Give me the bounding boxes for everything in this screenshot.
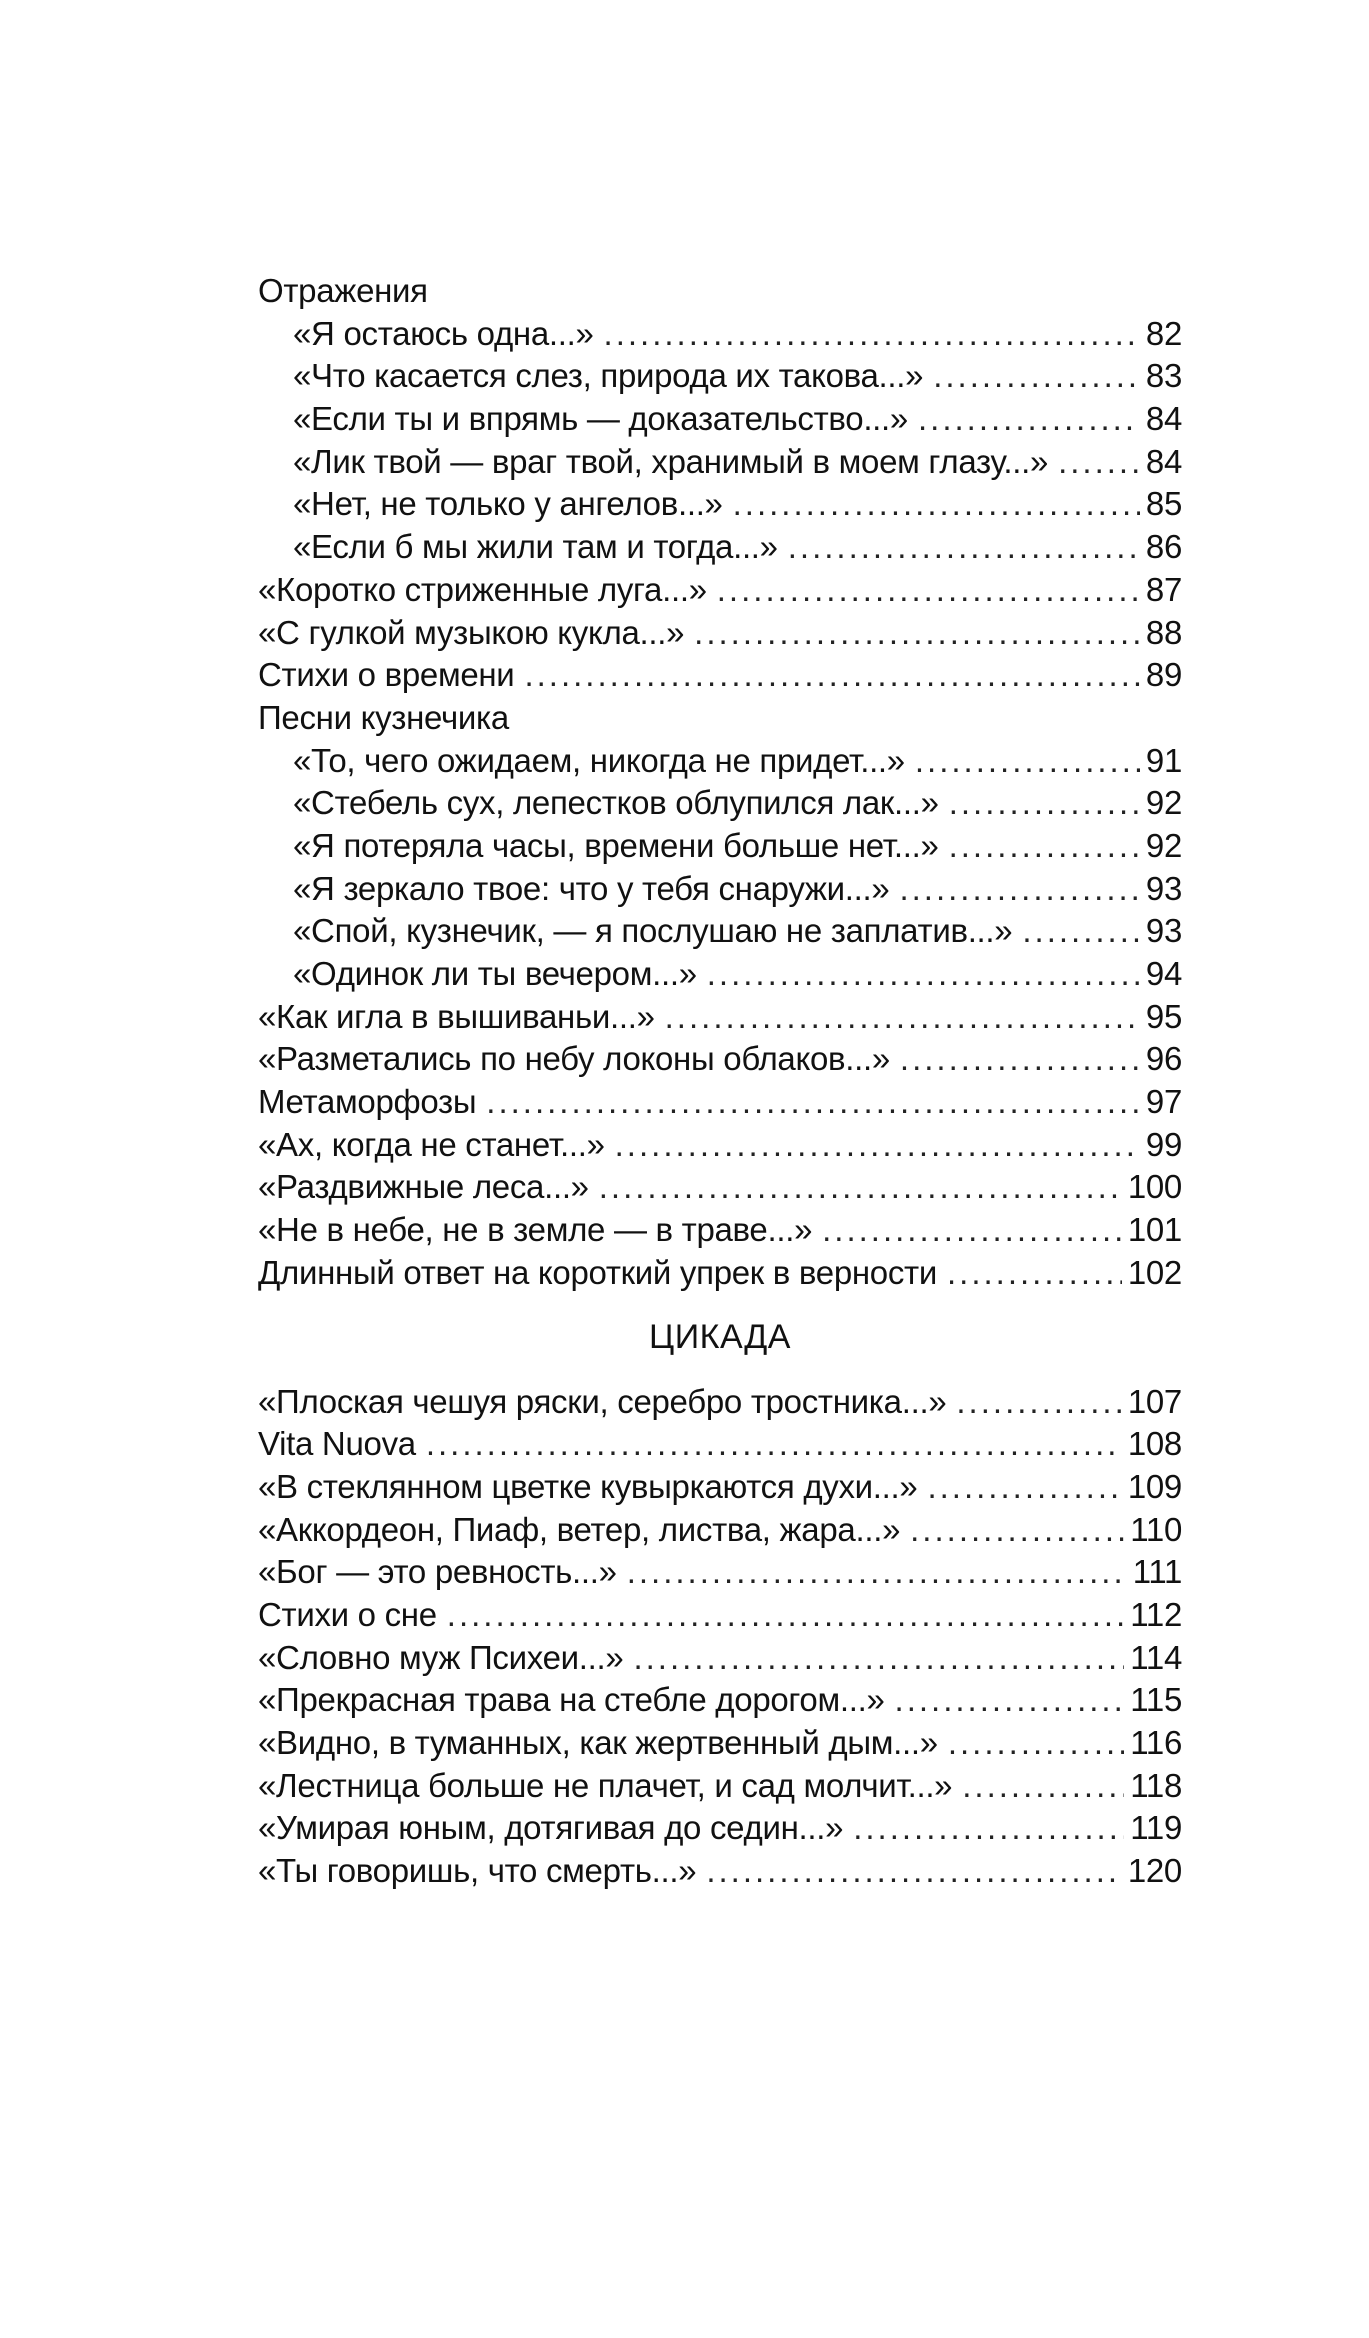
toc-entry-title: Длинный ответ на короткий упрек в верности [258,1253,937,1291]
toc-entry-page: 112 [1130,1595,1182,1633]
dot-leader [486,1081,1140,1124]
toc-entry-title: «Раздвижные леса...» [258,1168,589,1206]
toc-entry [258,569,1182,612]
toc-entry-title: «Видно, в туманных, как жертвенный дым...» [258,1724,938,1761]
dot-leader [949,782,1140,825]
toc-entry-title: «Стебель сух, лепестков облупился лак...» [293,784,939,822]
toc-entry [258,697,1182,740]
toc-entry-title: Vita Nuova [258,1425,416,1463]
toc-entry-title: «Прекрасная трава на стебле дорогом...» [258,1681,885,1719]
toc-entry-page: 100 [1127,1168,1182,1206]
dot-leader [633,1637,1124,1680]
toc-entry-title: «Одинок ли ты вечером...» [293,955,697,992]
toc-entry-page: 102 [1127,1253,1182,1291]
toc-entry-title: «Спой, кузнечик, — я послушаю не заплатив...» [293,912,1013,950]
toc-entry-title: Отражения [258,272,428,309]
dot-leader [933,355,1140,398]
dot-leader [962,1765,1124,1808]
toc-entry [258,1423,1182,1466]
toc-entry-page: 92 [1145,826,1182,864]
dot-leader [426,1423,1122,1466]
toc-entry-page: 96 [1145,1040,1182,1078]
toc-entry-title: «Словно муж Психеи...» [258,1638,624,1676]
toc-entry [258,1166,1182,1209]
toc-entry-page: 89 [1145,656,1182,694]
toc-entry-page: 94 [1145,955,1182,992]
toc-entry [258,1381,1182,1424]
toc-entry [258,953,1182,996]
toc-entry-title: «Что касается слез, природа их такова...» [293,357,924,395]
toc-entry [258,996,1182,1039]
toc-entry-page: 86 [1145,528,1182,566]
toc-entry-page: 116 [1130,1724,1182,1761]
toc-entry [258,910,1182,953]
toc-entry-title: «Умирая юным, дотягивая до седин...» [258,1809,844,1847]
dot-leader [717,569,1140,612]
toc-entry-title: «Бог — это ревность...» [258,1553,617,1591]
toc-entry-title: «Если б мы жили там и тогда...» [293,528,778,566]
toc-entry-page: 111 [1132,1553,1182,1591]
toc-entry [258,868,1182,911]
toc-entry [258,1850,1182,1893]
toc-entry [258,1807,1182,1850]
toc-entry-page: 95 [1145,997,1182,1035]
toc-entry-page: 84 [1145,400,1182,438]
toc-entry-page: 84 [1145,442,1182,480]
dot-leader [927,1466,1121,1509]
toc-entry-page: 119 [1130,1809,1182,1847]
dot-leader [895,1679,1125,1722]
dot-leader [447,1594,1125,1637]
toc-entry [258,1509,1182,1552]
toc-entry-page: 97 [1145,1083,1182,1121]
toc-entry-title: Песни кузнечика [258,698,509,736]
dot-leader [524,654,1139,697]
toc-entry [258,355,1182,398]
dot-leader [947,1252,1122,1295]
toc-entry-title: «Аккордеон, Пиаф, ветер, листва, жара...» [258,1510,901,1548]
toc-entry-page: 93 [1145,912,1182,950]
dot-leader [604,313,1140,356]
toc-entry [258,1209,1182,1252]
toc-entry-title: «С гулкой музыкою кукла...» [258,613,685,651]
toc-page [258,270,1182,1893]
toc-entry-page: 87 [1145,570,1182,608]
toc-entry [258,398,1182,441]
dot-leader [822,1209,1122,1252]
toc-entry-page: 108 [1127,1425,1182,1463]
toc-entry [258,1081,1182,1124]
toc-entry [258,1124,1182,1167]
dot-leader [918,398,1140,441]
toc-entry-title: Стихи о сне [258,1595,437,1633]
toc-entry-page: 115 [1130,1681,1182,1719]
toc-entry [258,782,1182,825]
toc-entry-page: 109 [1127,1467,1182,1505]
dot-leader [899,868,1139,911]
toc-entry-page: 99 [1145,1125,1182,1163]
toc-entry-page: 114 [1130,1638,1182,1676]
toc-entry-title: Метаморфозы [258,1083,477,1121]
toc-entry-page: 101 [1127,1211,1182,1249]
section-heading: ЦИКАДА [649,1317,791,1356]
toc-entry-title: «Лик твой — враг твой, хранимый в моем глазу...» [293,442,1049,480]
toc-entry-title: «Коротко стриженные луга...» [258,570,707,608]
dot-leader [707,953,1140,996]
toc-entry-page: 107 [1127,1382,1182,1420]
dot-leader [1022,910,1140,953]
dot-leader [853,1807,1124,1850]
toc-entry [258,1551,1182,1594]
dot-leader [694,612,1140,655]
dot-leader [627,1551,1127,1594]
toc-entry-page: 82 [1145,314,1182,352]
toc-list [258,1381,1182,1893]
toc-entry [258,612,1182,655]
toc-entry-page: 88 [1145,613,1182,651]
dot-leader [948,1722,1124,1765]
toc-entry [258,825,1182,868]
dot-leader [599,1166,1122,1209]
dot-leader [665,996,1140,1039]
toc-entry-title: «Как игла в вышиваньи...» [258,997,655,1035]
toc-entry [258,1252,1182,1295]
toc-entry [258,1466,1182,1509]
toc-entry-title: «Нет, не только у ангелов...» [293,485,723,523]
toc-entry-title: Стихи о времени [258,656,515,694]
toc-entry [258,313,1182,356]
toc-entry-title: «Лестница больше не плачет, и сад молчит...» [258,1766,953,1804]
toc-entry [258,526,1182,569]
toc-entry-page: 120 [1127,1852,1182,1890]
toc-entry-title: «Я остаюсь одна...» [293,314,594,352]
dot-leader [915,740,1140,783]
toc-entry-title: «То, чего ожидаем, никогда не придет...» [293,741,905,779]
toc-entry-page: 83 [1145,357,1182,395]
dot-leader [1058,441,1140,484]
toc-entry-title: «Плоская чешуя ряски, серебро тростника...» [258,1382,947,1420]
toc-entry-title: «Ты говоришь, что смерть...» [258,1852,697,1890]
toc-entry-page: 118 [1130,1766,1182,1804]
dot-leader [949,825,1140,868]
toc-entry-page: 110 [1130,1510,1182,1548]
dot-leader [615,1124,1140,1167]
dot-leader [706,1850,1122,1893]
toc-entry-page: 91 [1145,741,1182,779]
dot-leader [956,1381,1121,1424]
toc-entry-page: 93 [1145,869,1182,907]
toc-entry-title: «Разметались по небу локоны облаков...» [258,1040,890,1078]
toc-entry-title: «Если ты и впрямь — доказательство...» [293,400,908,438]
dot-leader [900,1038,1140,1081]
toc-entry [258,1765,1182,1808]
toc-list [258,270,1182,1295]
toc-entry [258,1594,1182,1637]
toc-entry [258,1722,1182,1765]
toc-entry-page: 92 [1145,784,1182,822]
dot-leader [788,526,1140,569]
toc-entry [258,1637,1182,1680]
toc-entry-title: «Я зеркало твое: что у тебя снаружи...» [293,869,890,907]
dot-leader [733,483,1140,526]
toc-entry [258,654,1182,697]
toc-entry [258,270,1182,313]
toc-entry [258,740,1182,783]
toc-entry-page: 85 [1145,485,1182,523]
toc-entry-title: «В стеклянном цветке кувыркаются духи...» [258,1467,918,1505]
toc-entry-title: «Я потеряла часы, времени больше нет...» [293,826,939,864]
toc-entry [258,441,1182,484]
toc-entry [258,1038,1182,1081]
toc-entry [258,483,1182,526]
toc-entry [258,1679,1182,1722]
toc-entry-title: «Не в небе, не в земле — в траве...» [258,1211,813,1249]
dot-leader [910,1509,1124,1552]
toc-entry-title: «Ах, когда не станет...» [258,1125,605,1163]
